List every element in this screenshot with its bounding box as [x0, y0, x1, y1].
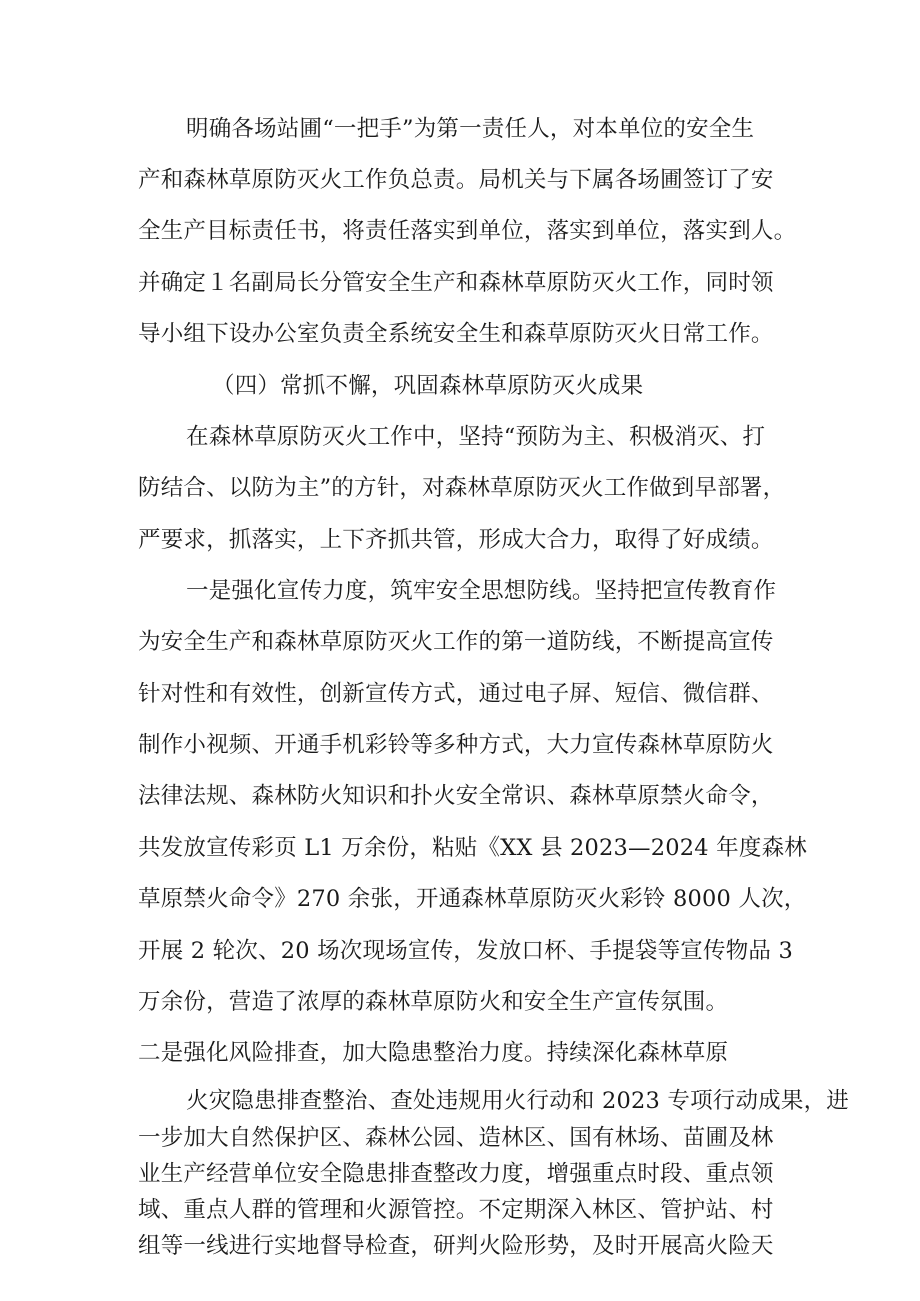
paragraph-line: 草原禁火命令》270 余张，开通森林草原防灭火彩铃 8000 人次，: [138, 886, 807, 912]
paragraph-line: 严要求，抓落实，上下齐抓共管，形成大合力，取得了好成绩。: [138, 527, 774, 553]
paragraph-line: 全生产目标责任书，将责任落实到单位，落实到单位，落实到人。: [138, 218, 797, 244]
paragraph-line: 业生产经营单位安全隐患排查整改力度，增强重点时段、重点领: [138, 1161, 774, 1187]
paragraph-line: 防结合、以防为主”的方针，对森林草原防灭火工作做到早部署，: [138, 475, 786, 501]
paragraph-line: 针对性和有效性，创新宣传方式，通过电子屏、短信、微信群、: [138, 681, 774, 707]
paragraph-line: 产和森林草原防灭火工作负总责。局机关与下属各场圃签订了安: [138, 167, 774, 193]
paragraph-line: 二是强化风险排查，加大隐患整治力度。持续深化森林草原: [138, 1040, 729, 1066]
paragraph-line: 开展 2 轮次、20 场次现场宣传，发放口杯、手提袋等宣传物品 3: [138, 938, 793, 964]
paragraph-line: 一是强化宣传力度，筑牢安全思想防线。坚持把宣传教育作: [186, 578, 777, 604]
paragraph-line: 组等一线进行实地督导检查，研判火险形势，及时开展高火险天: [138, 1233, 774, 1259]
paragraph-line: 导小组下设办公室负责全系统安全生和森草原防灭火日常工作。: [138, 321, 774, 347]
paragraph-line: 在森林草原防灭火工作中，坚持“预防为主、积极消灭、打: [186, 424, 766, 450]
paragraph-line: 一步加大自然保护区、森林公园、造林区、国有林场、苗圃及林: [138, 1125, 774, 1151]
paragraph-line: 制作小视频、开通手机彩铃等多种方式，大力宣传森林草原防火: [138, 732, 774, 758]
paragraph-line: 域、重点人群的管理和火源管控。不定期深入林区、管护站、村: [138, 1197, 774, 1223]
paragraph-line: 明确各场站圃“一把手”为第一责任人，对本单位的安全生: [186, 116, 755, 142]
paragraph-line: 万余份，营造了浓厚的森林草原防火和安全生产宣传氛围。: [138, 989, 729, 1015]
paragraph-line: 为安全生产和森林草原防灭火工作的第一道防线，不断提高宣传: [138, 629, 774, 655]
paragraph-line: 火灾隐患排查整治、查处违规用火行动和 2023 专项行动成果，进: [186, 1088, 849, 1114]
paragraph-line: 共发放宣传彩页 L1 万余份，粘贴《XX 县 2023—2024 年度森林: [138, 835, 807, 861]
paragraph-line: 法律法规、森林防火知识和扑火安全常识、森林草原禁火命令，: [138, 783, 774, 809]
section-heading: （四）常抓不懈，巩固森林草原防灭火成果: [212, 373, 644, 399]
paragraph-line: 并确定１名副局长分管安全生产和森林草原防灭火工作，同时领: [138, 270, 774, 296]
